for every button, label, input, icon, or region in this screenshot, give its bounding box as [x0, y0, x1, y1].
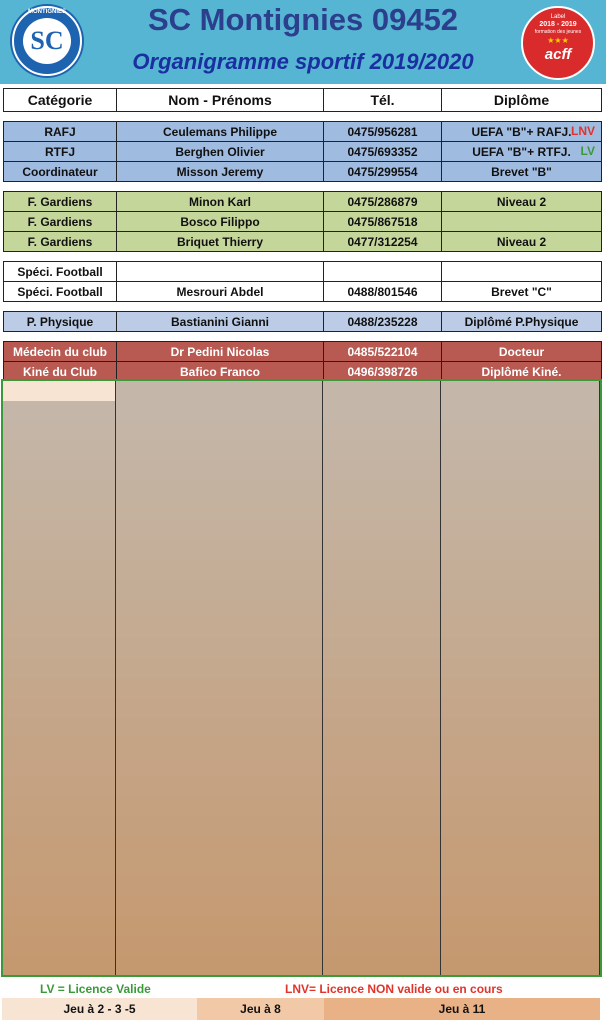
table-row	[4, 342, 602, 362]
footer-game-format-1: Jeu à 2 - 3 -5	[2, 998, 197, 1020]
cell-name: Berghen Olivier	[117, 142, 324, 162]
cell-name: Minon Karl	[117, 192, 324, 212]
cell-name: Briquet Thierry	[117, 232, 324, 252]
grid-cell[interactable]	[116, 559, 323, 579]
grid-row	[3, 619, 600, 639]
label-logo-line3: formation des jeunes	[534, 29, 582, 35]
grid-cell[interactable]	[3, 698, 116, 718]
label-logo-line2: 2018 - 2019	[539, 21, 577, 28]
grid-cell[interactable]	[116, 836, 323, 856]
grid-cell[interactable]	[323, 737, 441, 757]
grid-cell[interactable]	[116, 916, 323, 936]
grid-cell[interactable]	[3, 836, 116, 856]
grid-cell[interactable]	[116, 955, 323, 975]
cell-category: F. Gardiens	[4, 212, 117, 232]
grid-cell[interactable]	[441, 797, 600, 817]
grid-cell[interactable]	[3, 381, 116, 401]
grid-cell[interactable]	[441, 599, 600, 619]
grid-cell[interactable]	[441, 718, 600, 738]
grid-cell[interactable]	[116, 520, 323, 540]
grid-cell[interactable]	[116, 817, 323, 837]
grid-row	[3, 856, 600, 876]
grid-cell[interactable]	[3, 638, 116, 658]
diploma-text: Brevet "C"	[491, 284, 552, 299]
cell-category: Spéci. Football	[4, 262, 117, 282]
grid-row	[3, 579, 600, 599]
cell-diploma	[442, 282, 602, 302]
cell-category: RTFJ	[4, 142, 117, 162]
grid-cell[interactable]	[323, 539, 441, 559]
cell-category: F. Gardiens	[4, 192, 117, 212]
grid-cell[interactable]	[116, 539, 323, 559]
grid-row	[3, 539, 600, 559]
group-spacer	[4, 332, 602, 342]
grid-cell[interactable]	[3, 421, 116, 441]
grid-cell[interactable]	[441, 678, 600, 698]
licence-status-badge: LNV	[571, 124, 595, 138]
label-logo-line1: Label	[550, 14, 566, 20]
diploma-text: Niveau 2	[496, 234, 547, 249]
table-row	[4, 122, 602, 142]
grid-cell[interactable]	[441, 381, 600, 401]
grid-row	[3, 737, 600, 757]
grid-row	[3, 421, 600, 441]
grid-cell[interactable]	[323, 698, 441, 718]
grid-cell[interactable]	[3, 896, 116, 916]
column-header-phone: Tél.	[324, 89, 442, 112]
grid-row	[3, 698, 600, 718]
empty-grid	[3, 381, 600, 975]
table-row	[4, 312, 602, 332]
cell-phone: 0488/801546	[324, 282, 442, 302]
grid-row	[3, 480, 600, 500]
spacer-cell	[4, 302, 602, 312]
grid-cell[interactable]	[3, 797, 116, 817]
grid-cell[interactable]	[441, 500, 600, 520]
table-row	[4, 192, 602, 212]
grid-cell[interactable]	[3, 460, 116, 480]
grid-cell[interactable]	[441, 817, 600, 837]
grid-row	[3, 817, 600, 837]
cell-diploma	[442, 162, 602, 182]
grid-cell[interactable]	[441, 757, 600, 777]
licence-status-badge: LV	[580, 144, 595, 158]
grid-cell[interactable]	[441, 916, 600, 936]
table-row	[4, 282, 602, 302]
label-logo-stars: ★★★	[547, 36, 569, 45]
acff-brand: acff	[544, 46, 572, 63]
cell-name: Bastianini Gianni	[117, 312, 324, 332]
grid-row	[3, 896, 600, 916]
grid-cell[interactable]	[116, 500, 323, 520]
grid-cell[interactable]	[323, 500, 441, 520]
grid-cell[interactable]	[116, 678, 323, 698]
club-logo-initials: SC	[23, 18, 71, 64]
grid-cell[interactable]	[441, 658, 600, 678]
grid-cell[interactable]	[323, 440, 441, 460]
grid-cell[interactable]	[323, 678, 441, 698]
empty-grid-area	[1, 379, 602, 977]
grid-cell[interactable]	[116, 876, 323, 896]
group-spacer	[4, 252, 602, 262]
cell-diploma	[442, 142, 602, 162]
grid-cell[interactable]	[116, 698, 323, 718]
grid-row	[3, 638, 600, 658]
grid-row	[3, 757, 600, 777]
grid-cell[interactable]	[323, 856, 441, 876]
grid-cell[interactable]	[441, 777, 600, 797]
grid-cell[interactable]	[323, 599, 441, 619]
grid-cell[interactable]	[441, 520, 600, 540]
footer-game-format-3: Jeu à 11	[324, 998, 600, 1020]
grid-row	[3, 876, 600, 896]
group-spacer	[4, 112, 602, 122]
grid-row	[3, 520, 600, 540]
spacer-cell	[4, 252, 602, 262]
grid-cell[interactable]	[116, 579, 323, 599]
legend-lv: LV = Licence Valide	[40, 982, 151, 996]
grid-cell[interactable]	[323, 916, 441, 936]
grid-row	[3, 559, 600, 579]
grid-cell[interactable]	[323, 401, 441, 421]
grid-cell[interactable]	[323, 955, 441, 975]
grid-cell[interactable]	[323, 876, 441, 896]
cell-phone: 0496/398726	[324, 362, 442, 382]
grid-cell[interactable]	[323, 381, 441, 401]
grid-row	[3, 718, 600, 738]
diploma-text: UEFA "B"+ RAFJ.	[471, 124, 572, 139]
grid-cell[interactable]	[3, 500, 116, 520]
grid-cell[interactable]	[323, 797, 441, 817]
grid-cell[interactable]	[3, 737, 116, 757]
grid-row	[3, 916, 600, 936]
acff-label-logo	[521, 6, 595, 80]
grid-cell[interactable]	[116, 480, 323, 500]
grid-cell[interactable]	[323, 777, 441, 797]
table-row	[4, 162, 602, 182]
grid-cell[interactable]	[441, 421, 600, 441]
grid-cell[interactable]	[441, 440, 600, 460]
grid-row	[3, 500, 600, 520]
grid-cell[interactable]	[116, 737, 323, 757]
grid-cell[interactable]	[441, 579, 600, 599]
cell-name: Bosco Filippo	[117, 212, 324, 232]
cell-phone: 0485/522104	[324, 342, 442, 362]
cell-name: Misson Jeremy	[117, 162, 324, 182]
cell-name: Ceulemans Philippe	[117, 122, 324, 142]
cell-category: Médecin du club	[4, 342, 117, 362]
grid-cell[interactable]	[3, 401, 116, 421]
cell-phone: 0488/235228	[324, 312, 442, 332]
grid-cell[interactable]	[441, 955, 600, 975]
spacer-cell	[4, 332, 602, 342]
staff-table	[3, 88, 602, 382]
grid-cell[interactable]	[323, 935, 441, 955]
grid-row	[3, 955, 600, 975]
grid-cell[interactable]	[3, 916, 116, 936]
grid-cell[interactable]	[116, 599, 323, 619]
grid-cell[interactable]	[3, 619, 116, 639]
grid-cell[interactable]	[116, 896, 323, 916]
grid-row	[3, 599, 600, 619]
grid-cell[interactable]	[3, 757, 116, 777]
grid-cell[interactable]	[116, 381, 323, 401]
grid-row	[3, 797, 600, 817]
grid-row	[3, 935, 600, 955]
table-row	[4, 212, 602, 232]
grid-cell[interactable]	[441, 698, 600, 718]
cell-diploma	[442, 122, 602, 142]
grid-cell[interactable]	[3, 520, 116, 540]
grid-cell[interactable]	[323, 579, 441, 599]
grid-cell[interactable]	[116, 658, 323, 678]
grid-cell[interactable]	[3, 856, 116, 876]
cell-phone	[324, 262, 442, 282]
grid-row	[3, 678, 600, 698]
footer-game-format-2: Jeu à 8	[197, 998, 324, 1020]
grid-cell[interactable]	[441, 896, 600, 916]
grid-cell[interactable]	[441, 401, 600, 421]
club-logo	[12, 6, 82, 76]
cell-category: F. Gardiens	[4, 232, 117, 252]
grid-cell[interactable]	[323, 520, 441, 540]
legend-lnv: LNV= Licence NON valide ou en cours	[285, 982, 503, 996]
grid-cell[interactable]	[441, 559, 600, 579]
grid-cell[interactable]	[116, 460, 323, 480]
cell-diploma	[442, 212, 602, 232]
diploma-text: Docteur	[498, 344, 545, 359]
grid-cell[interactable]	[116, 638, 323, 658]
table-row	[4, 142, 602, 162]
spacer-cell	[4, 182, 602, 192]
grid-row	[3, 460, 600, 480]
grid-cell[interactable]	[441, 619, 600, 639]
cell-category: Kiné du Club	[4, 362, 117, 382]
grid-cell[interactable]	[323, 658, 441, 678]
grid-cell[interactable]	[441, 638, 600, 658]
grid-cell[interactable]	[116, 777, 323, 797]
column-header-category: Catégorie	[4, 89, 117, 112]
club-title: SC Montignies 09452	[147, 2, 459, 37]
cell-diploma	[442, 312, 602, 332]
page-subtitle: Organigramme sportif 2019/2020	[132, 49, 474, 74]
diploma-text: Diplômé P.Physique	[464, 314, 579, 329]
grid-row	[3, 777, 600, 797]
cell-diploma	[442, 232, 602, 252]
diploma-text: Brevet "B"	[491, 164, 552, 179]
grid-cell[interactable]	[116, 421, 323, 441]
cell-phone: 0475/693352	[324, 142, 442, 162]
grid-cell[interactable]	[441, 876, 600, 896]
grid-cell[interactable]	[441, 935, 600, 955]
cell-diploma	[442, 192, 602, 212]
cell-category: Coordinateur	[4, 162, 117, 182]
grid-cell[interactable]	[323, 619, 441, 639]
column-header-name: Nom - Prénoms	[117, 89, 324, 112]
grid-cell[interactable]	[3, 935, 116, 955]
grid-cell[interactable]	[116, 440, 323, 460]
cell-category: P. Physique	[4, 312, 117, 332]
grid-cell[interactable]	[3, 539, 116, 559]
grid-cell[interactable]	[3, 718, 116, 738]
grid-cell[interactable]	[3, 817, 116, 837]
grid-cell[interactable]	[3, 559, 116, 579]
grid-cell[interactable]	[3, 955, 116, 975]
grid-cell[interactable]	[323, 421, 441, 441]
grid-cell[interactable]	[323, 638, 441, 658]
grid-cell[interactable]	[3, 876, 116, 896]
grid-cell[interactable]	[441, 460, 600, 480]
grid-cell[interactable]	[3, 440, 116, 460]
cell-phone: 0475/299554	[324, 162, 442, 182]
grid-cell[interactable]	[3, 599, 116, 619]
grid-cell[interactable]	[441, 480, 600, 500]
cell-phone: 0475/286879	[324, 192, 442, 212]
table-row	[4, 232, 602, 252]
grid-cell[interactable]	[3, 658, 116, 678]
cell-name	[117, 262, 324, 282]
cell-phone: 0477/312254	[324, 232, 442, 252]
grid-cell[interactable]	[3, 678, 116, 698]
grid-cell[interactable]	[441, 539, 600, 559]
grid-cell[interactable]	[323, 836, 441, 856]
grid-row	[3, 836, 600, 856]
grid-cell[interactable]	[323, 896, 441, 916]
column-header-diploma: Diplôme	[442, 89, 602, 112]
club-logo-text: MONTIGNIES	[27, 9, 66, 15]
grid-cell[interactable]	[323, 480, 441, 500]
table-row	[4, 262, 602, 282]
grid-cell[interactable]	[116, 718, 323, 738]
cell-category: RAFJ	[4, 122, 117, 142]
grid-cell[interactable]	[323, 460, 441, 480]
grid-cell[interactable]	[116, 619, 323, 639]
diploma-text: Niveau 2	[496, 194, 547, 209]
grid-cell[interactable]	[116, 856, 323, 876]
grid-cell[interactable]	[323, 718, 441, 738]
grid-row	[3, 381, 600, 401]
grid-cell[interactable]	[116, 797, 323, 817]
grid-cell[interactable]	[3, 579, 116, 599]
cell-diploma	[442, 262, 602, 282]
grid-cell[interactable]	[441, 737, 600, 757]
grid-cell[interactable]	[116, 935, 323, 955]
cell-name: Dr Pedini Nicolas	[117, 342, 324, 362]
table-header-row	[4, 89, 602, 112]
group-spacer	[4, 302, 602, 312]
grid-cell[interactable]	[116, 401, 323, 421]
grid-row	[3, 440, 600, 460]
spacer-cell	[4, 112, 602, 122]
grid-row	[3, 658, 600, 678]
cell-diploma	[442, 342, 602, 362]
cell-phone: 0475/867518	[324, 212, 442, 232]
grid-cell[interactable]	[323, 817, 441, 837]
cell-name: Mesrouri Abdel	[117, 282, 324, 302]
grid-cell[interactable]	[441, 836, 600, 856]
grid-row	[3, 401, 600, 421]
diploma-text: Diplômé Kiné.	[481, 364, 562, 379]
grid-cell[interactable]	[323, 757, 441, 777]
diploma-text: UEFA "B"+ RTFJ.	[472, 144, 571, 159]
grid-cell[interactable]	[441, 856, 600, 876]
grid-cell[interactable]	[3, 480, 116, 500]
grid-cell[interactable]	[3, 777, 116, 797]
cell-name: Bafico Franco	[117, 362, 324, 382]
group-spacer	[4, 182, 602, 192]
cell-category: Spéci. Football	[4, 282, 117, 302]
grid-cell[interactable]	[323, 559, 441, 579]
grid-cell[interactable]	[116, 757, 323, 777]
cell-phone: 0475/956281	[324, 122, 442, 142]
